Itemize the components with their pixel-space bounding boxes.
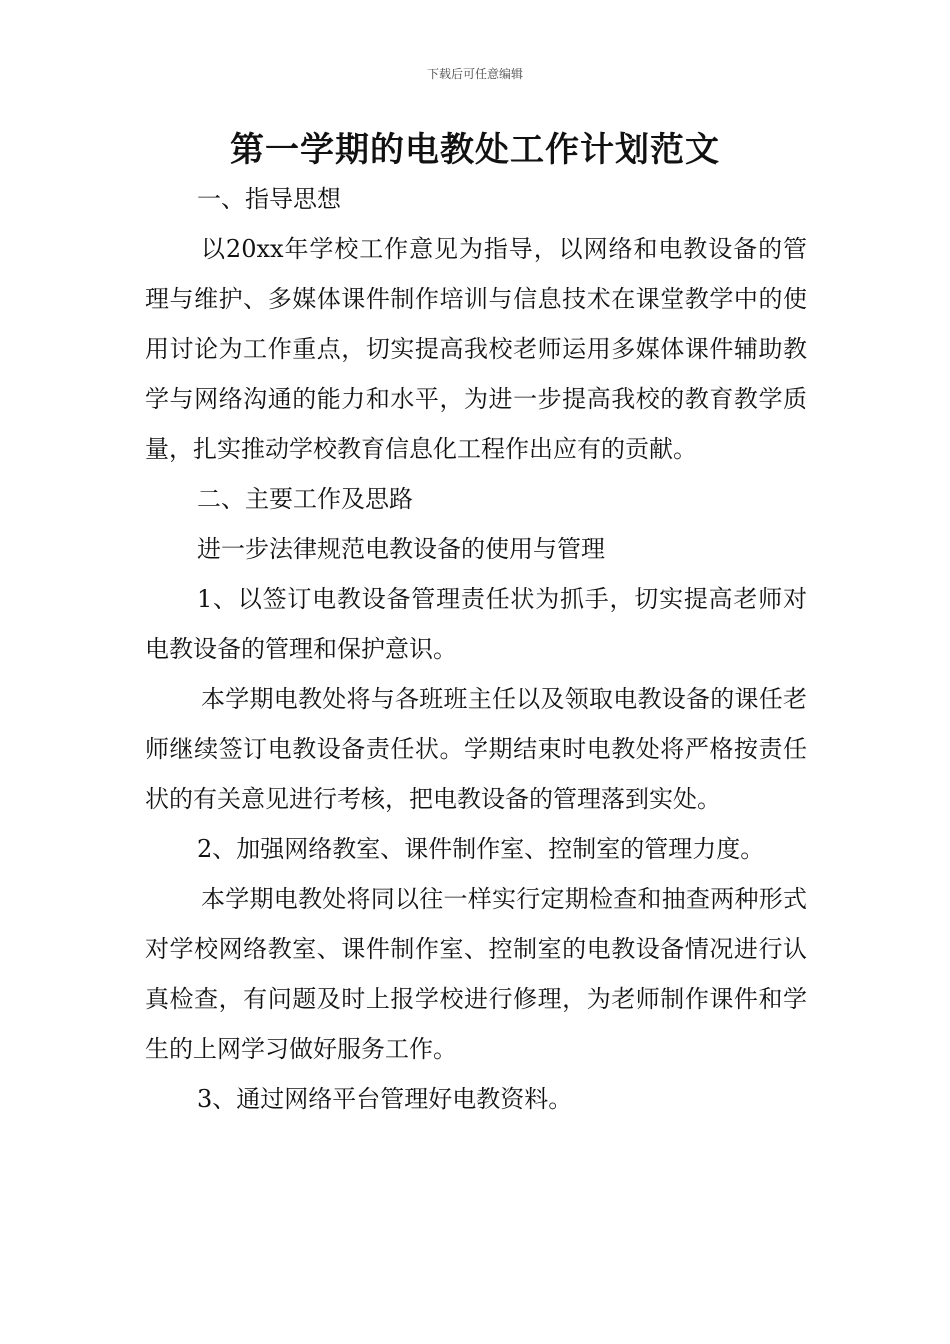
header-note: 下载后可任意编辑	[426, 67, 523, 81]
document-body	[145, 174, 807, 1124]
section-heading-guiding-ideology: 一、指导思想	[197, 185, 341, 213]
item-2-heading: 2、加强网络教室、课件制作室、控制室的管理力度。	[197, 835, 765, 863]
paragraph-guiding-ideology: 以20xx年学校工作意见为指导，以网络和电教设备的管理与维护、多媒体课件制作培训与信息技术在课堂教学中的使用讨论为工作重点，切实提高我校老师运用多媒体课件辅助教学与网络沟通的能力和水平，为进一步提高我校的教育教学质量，扎实推动学校教育信息化工程作出应有的贡献。	[145, 235, 807, 463]
item-2-paragraph: 本学期电教处将同以往一样实行定期检查和抽查两种形式对学校网络教室、课件制作室、控制室的电教设备情况进行认真检查，有问题及时上报学校进行修理，为老师制作课件和学生的上网学习做好服务工作。	[145, 885, 807, 1063]
item-1-heading: 1、以签订电教设备管理责任状为抓手，切实提高老师对电教设备的管理和保护意识。	[145, 585, 807, 663]
document-title: 第一学期的电教处工作计划范文	[230, 130, 720, 170]
subheading-equipment-management: 进一步法律规范电教设备的使用与管理	[197, 535, 605, 563]
item-1-paragraph: 本学期电教处将与各班班主任以及领取电教设备的课任老师继续签订电教设备责任状。学期结束时电教处将严格按责任状的有关意见进行考核，把电教设备的管理落到实处。	[145, 685, 807, 813]
section-heading-main-work: 二、主要工作及思路	[197, 485, 413, 513]
item-3-heading: 3、通过网络平台管理好电教资料。	[197, 1085, 573, 1113]
